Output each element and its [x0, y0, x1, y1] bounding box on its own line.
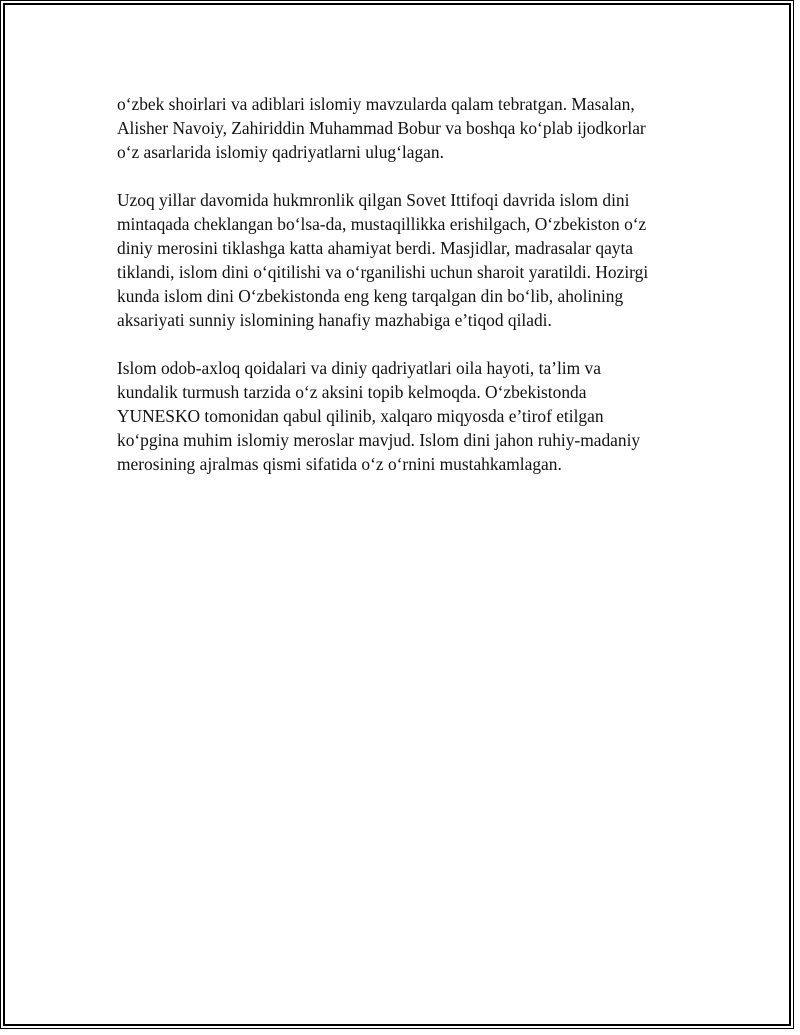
text-line: ko‘pgina muhim islomiy meroslar mavjud. Islom dini jahon ruhiy-madaniy: [117, 430, 641, 450]
text-line: aksariyati sunniy islomining hanafiy mazhabiga e’tiqod qiladi.: [117, 310, 552, 330]
text-line: YUNESKO tomonidan qabul qilinib, xalqaro miqyosda e’tirof etilgan: [117, 406, 604, 426]
text-line: kunda islom dini O‘zbekistonda eng keng tarqalgan din bo‘lib, aholining: [117, 286, 624, 306]
text-line: Islom odob-axloq qoidalari va diniy qadriyatlari oila hayoti, ta’lim va: [117, 358, 601, 378]
paragraph-1: [117, 92, 697, 164]
text-line: Alisher Navoiy, Zahiriddin Muhammad Bobur va boshqa ko‘plab ijodkorlar: [117, 118, 646, 138]
text-line: merosining ajralmas qismi sifatida o‘z o‘rnini mustahkamlagan.: [117, 454, 562, 474]
text-line: kundalik turmush tarzida o‘z aksini topib kelmoqda. O‘zbekistonda: [117, 382, 587, 402]
text-line: diniy merosini tiklashga katta ahamiyat berdi. Masjidlar, madrasalar qayta: [117, 238, 634, 258]
paragraph-2: [117, 188, 697, 332]
text-line: tiklandi, islom dini o‘qitilishi va o‘rganilishi uchun sharoit yaratildi. Hozirgi: [117, 262, 649, 282]
text-line: Uzoq yillar davomida hukmronlik qilgan Sovet Ittifoqi davrida islom dini: [117, 190, 630, 210]
paragraph-3: [117, 356, 697, 476]
text-line: o‘z asarlarida islomiy qadriyatlarni ulug‘lagan.: [117, 142, 444, 162]
document-body: [117, 92, 697, 500]
text-line: mintaqada cheklangan bo‘lsa-da, mustaqillikka erishilgach, O‘zbekiston o‘z: [117, 214, 647, 234]
text-line: o‘zbek shoirlari va adiblari islomiy mavzularda qalam tebratgan. Masalan,: [117, 94, 635, 114]
